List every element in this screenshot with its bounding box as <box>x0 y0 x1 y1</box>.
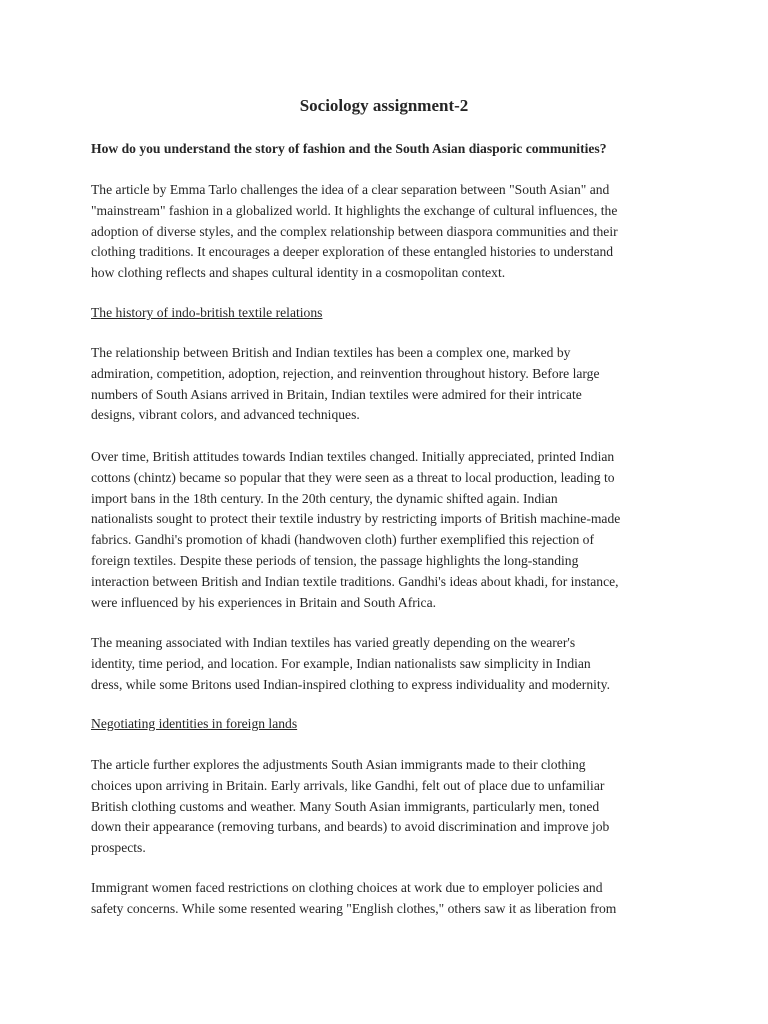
text-line: The article by Emma Tarlo challenges the idea of a clear separation between "South Asian" and <box>91 182 610 197</box>
text-line: dress, while some Britons used Indian-inspired clothing to express individuality and modernity. <box>91 676 610 692</box>
paragraph-intro <box>91 180 691 284</box>
text-line: foreign textiles. Despite these periods of tension, the passage highlights the long-standing <box>91 552 579 568</box>
text-line: were influenced by his experiences in Britain and South Africa. <box>91 594 437 610</box>
text-line: Over time, British attitudes towards Indian textiles changed. Initially appreciated, printed Indian <box>91 449 615 464</box>
text-line: clothing traditions. It encourages a deeper exploration of these entangled histories to understand <box>91 244 614 260</box>
section-heading-textile-relations: The history of indo-british textile relations <box>91 305 323 320</box>
text-line: The article further explores the adjustments South Asian immigrants made to their clothing <box>91 757 586 772</box>
text-line: nationalists sought to protect their textile industry by restricting imports of British machine-made <box>91 511 621 527</box>
text-line: prospects. <box>91 840 146 856</box>
text-line: designs, vibrant colors, and advanced techniques. <box>91 407 360 423</box>
text-line: how clothing reflects and shapes cultural identity in a cosmopolitan context. <box>91 265 506 281</box>
document-title: Sociology assignment-2 <box>299 96 469 115</box>
paragraph-immigrant-women <box>91 878 691 920</box>
paragraph-british-attitudes <box>91 447 691 613</box>
text-line: interaction between British and Indian textile traditions. Gandhi's ideas about khadi, for instance, <box>91 573 619 589</box>
section-heading-negotiating-identities: Negotiating identities in foreign lands <box>91 716 298 731</box>
text-line: British clothing customs and weather. Many South Asian immigrants, particularly men, toned <box>91 798 600 814</box>
text-line: safety concerns. While some resented wearing "English clothes," others saw it as liberation from <box>91 900 617 916</box>
text-line: cottons (chintz) became so popular that they were seen as a threat to local production, leading to <box>91 469 615 485</box>
text-line: The meaning associated with Indian textiles has varied greatly depending on the wearer's <box>91 635 576 650</box>
assignment-question: How do you understand the story of fashion and the South Asian diasporic communities? <box>91 141 607 156</box>
text-line: "mainstream" fashion in a globalized world. It highlights the exchange of cultural influences, the <box>91 202 618 218</box>
paragraph-textile-relationship <box>91 343 691 426</box>
text-line: Immigrant women faced restrictions on clothing choices at work due to employer policies and <box>91 880 603 895</box>
paragraph-immigrant-adjustments <box>91 755 691 859</box>
text-line: choices upon arriving in Britain. Early arrivals, like Gandhi, felt out of place due to unfamiliar <box>91 777 605 793</box>
text-line: adoption of diverse styles, and the complex relationship between diaspora communities and their <box>91 223 618 239</box>
text-line: The relationship between British and Indian textiles has been a complex one, marked by <box>91 345 571 360</box>
text-line: numbers of South Asians arrived in Britain, Indian textiles were admired for their intricate <box>91 386 582 402</box>
text-line: fabrics. Gandhi's promotion of khadi (handwoven cloth) further exemplified this rejection of <box>91 532 595 548</box>
paragraph-textile-meaning <box>91 633 691 695</box>
text-line: admiration, competition, adoption, rejection, and reinvention throughout history. Before large <box>91 365 600 381</box>
text-line: import bans in the 18th century. In the 20th century, the dynamic shifted again. Indian <box>91 490 558 506</box>
text-line: down their appearance (removing turbans, and beards) to avoid discrimination and improve job <box>91 819 610 835</box>
text-line: identity, time period, and location. For example, Indian nationalists saw simplicity in Indian <box>91 655 591 671</box>
